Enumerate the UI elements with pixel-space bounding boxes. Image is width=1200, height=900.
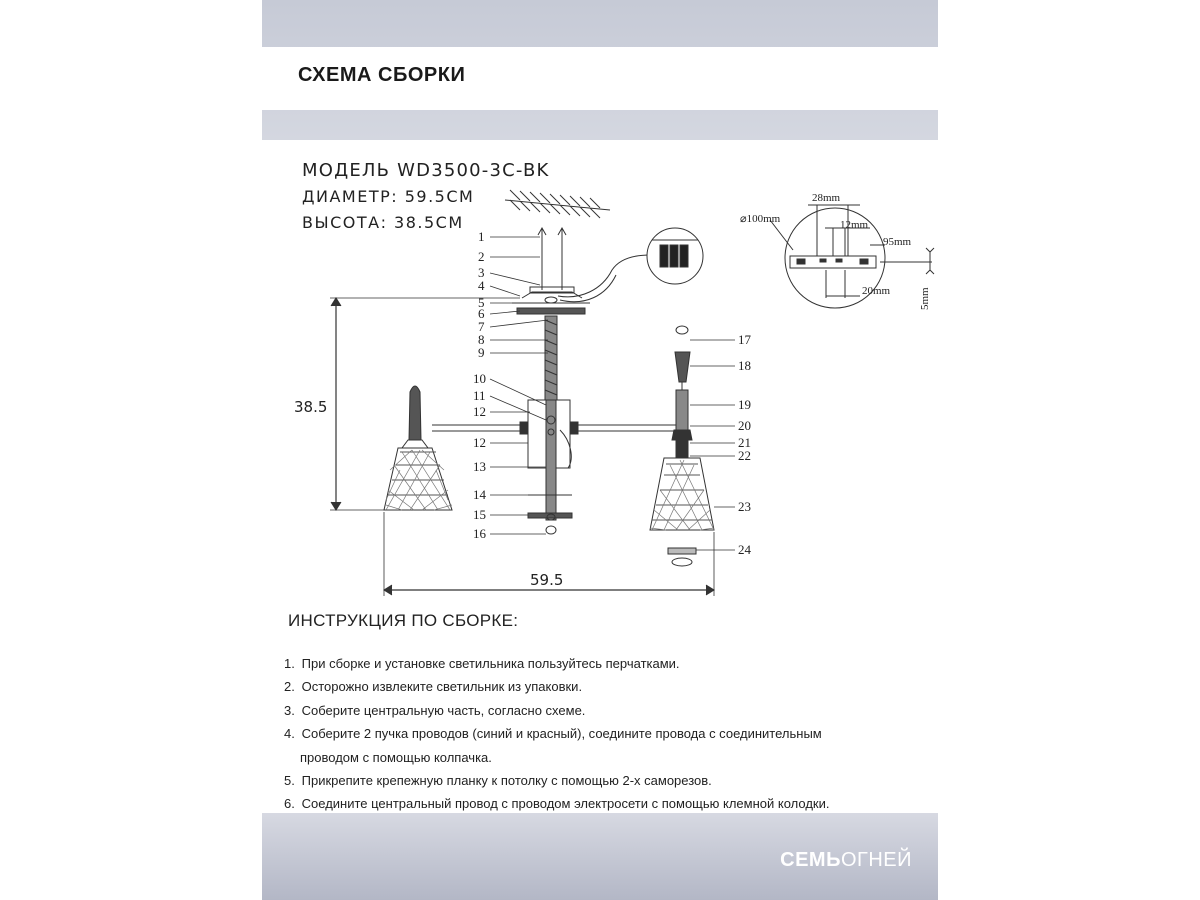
part-label: 5	[478, 295, 485, 310]
part-labels-left	[473, 229, 487, 541]
page-title: СХЕМА СБОРКИ	[298, 64, 466, 86]
step-text: Соберите 2 пучка проводов (синий и красный), соедините провода с соединительным	[301, 726, 822, 742]
part-label: 3	[478, 265, 485, 280]
brand-logo	[780, 849, 912, 872]
right-lamp	[650, 326, 714, 566]
instruction-step	[284, 699, 934, 722]
bracket-dim-12: 12mm	[840, 219, 869, 231]
instruction-step	[284, 722, 934, 769]
brand-bold: СЕМЬ	[780, 849, 841, 871]
step-number: 5.	[284, 773, 295, 789]
part-label: 16	[473, 526, 486, 541]
bracket-dim-95: 95mm	[883, 236, 912, 248]
step-number: 6.	[284, 796, 295, 812]
step-text: Соедините центральный провод с проводом электросети с помощью клемной колодки.	[301, 796, 830, 812]
model-height: ВЫСОТА: 38.5СМ	[302, 213, 464, 232]
part-label: 15	[473, 507, 486, 522]
part-label: 9	[478, 345, 485, 360]
part-label: 17	[738, 332, 751, 347]
part-label: 7	[478, 319, 485, 334]
part-label: 20	[738, 418, 751, 433]
part-label: 11	[473, 388, 486, 403]
instruction-step	[284, 675, 934, 698]
part-label: 13	[473, 459, 486, 474]
part-label: 19	[738, 397, 751, 412]
part-label: 1	[478, 229, 485, 244]
bracket-dim-28: 28mm	[812, 192, 841, 204]
left-lamp	[384, 386, 452, 510]
footer-band	[262, 813, 938, 900]
model-diameter: ДИАМЕТР: 59.5СМ	[302, 187, 475, 206]
brand-light: ОГНЕЙ	[840, 849, 912, 871]
bracket-dim-5: 5mm	[919, 287, 931, 310]
step-text: Соберите центральную часть, согласно схеме.	[301, 702, 586, 718]
part-label: 24	[738, 542, 751, 557]
part-label: 12	[473, 404, 486, 419]
step-text-continued: проводом с помощью колпачка.	[300, 749, 492, 765]
step-text: Прикрепите крепежную планку к потолку с помощью 2-х саморезов.	[301, 773, 712, 789]
model-name: МОДЕЛЬ WD3500-3C-BK	[302, 160, 550, 181]
instructions-title: ИНСТРУКЦИЯ ПО СБОРКЕ:	[288, 611, 519, 630]
part-label: 12	[473, 435, 486, 450]
ceiling-hatch	[505, 190, 610, 218]
step-number: 4.	[284, 726, 295, 742]
part-label: 2	[478, 249, 485, 264]
bracket-dim-20: 20mm	[862, 285, 891, 297]
instruction-step	[284, 769, 934, 792]
part-label: 18	[738, 358, 751, 373]
part-label: 21	[738, 435, 751, 450]
part-label: 22	[738, 448, 751, 463]
part-label: 14	[473, 487, 486, 502]
width-dimension-label: 59.5	[530, 571, 564, 589]
part-label: 10	[473, 371, 486, 386]
step-text: При сборке и установке светильника пользуйтесь перчатками.	[301, 656, 680, 671]
step-number: 2.	[284, 679, 295, 695]
part-label: 23	[738, 499, 751, 514]
instructions-list	[284, 652, 934, 816]
part-label: 4	[478, 278, 485, 293]
bracket-dimension-labels	[740, 192, 931, 310]
part-labels-right	[738, 332, 752, 557]
step-number: 1.	[284, 656, 295, 671]
assembly-diagram	[262, 140, 938, 610]
part-label: 8	[478, 332, 485, 347]
step-number: 3.	[284, 702, 295, 718]
bracket-dim-100: ⌀100mm	[740, 213, 781, 225]
step-text: Осторожно извлеките светильник из упаковки.	[301, 679, 583, 695]
instruction-step	[284, 652, 934, 675]
part-label: 6	[478, 306, 485, 321]
height-dimension-label: 38.5	[294, 398, 328, 416]
